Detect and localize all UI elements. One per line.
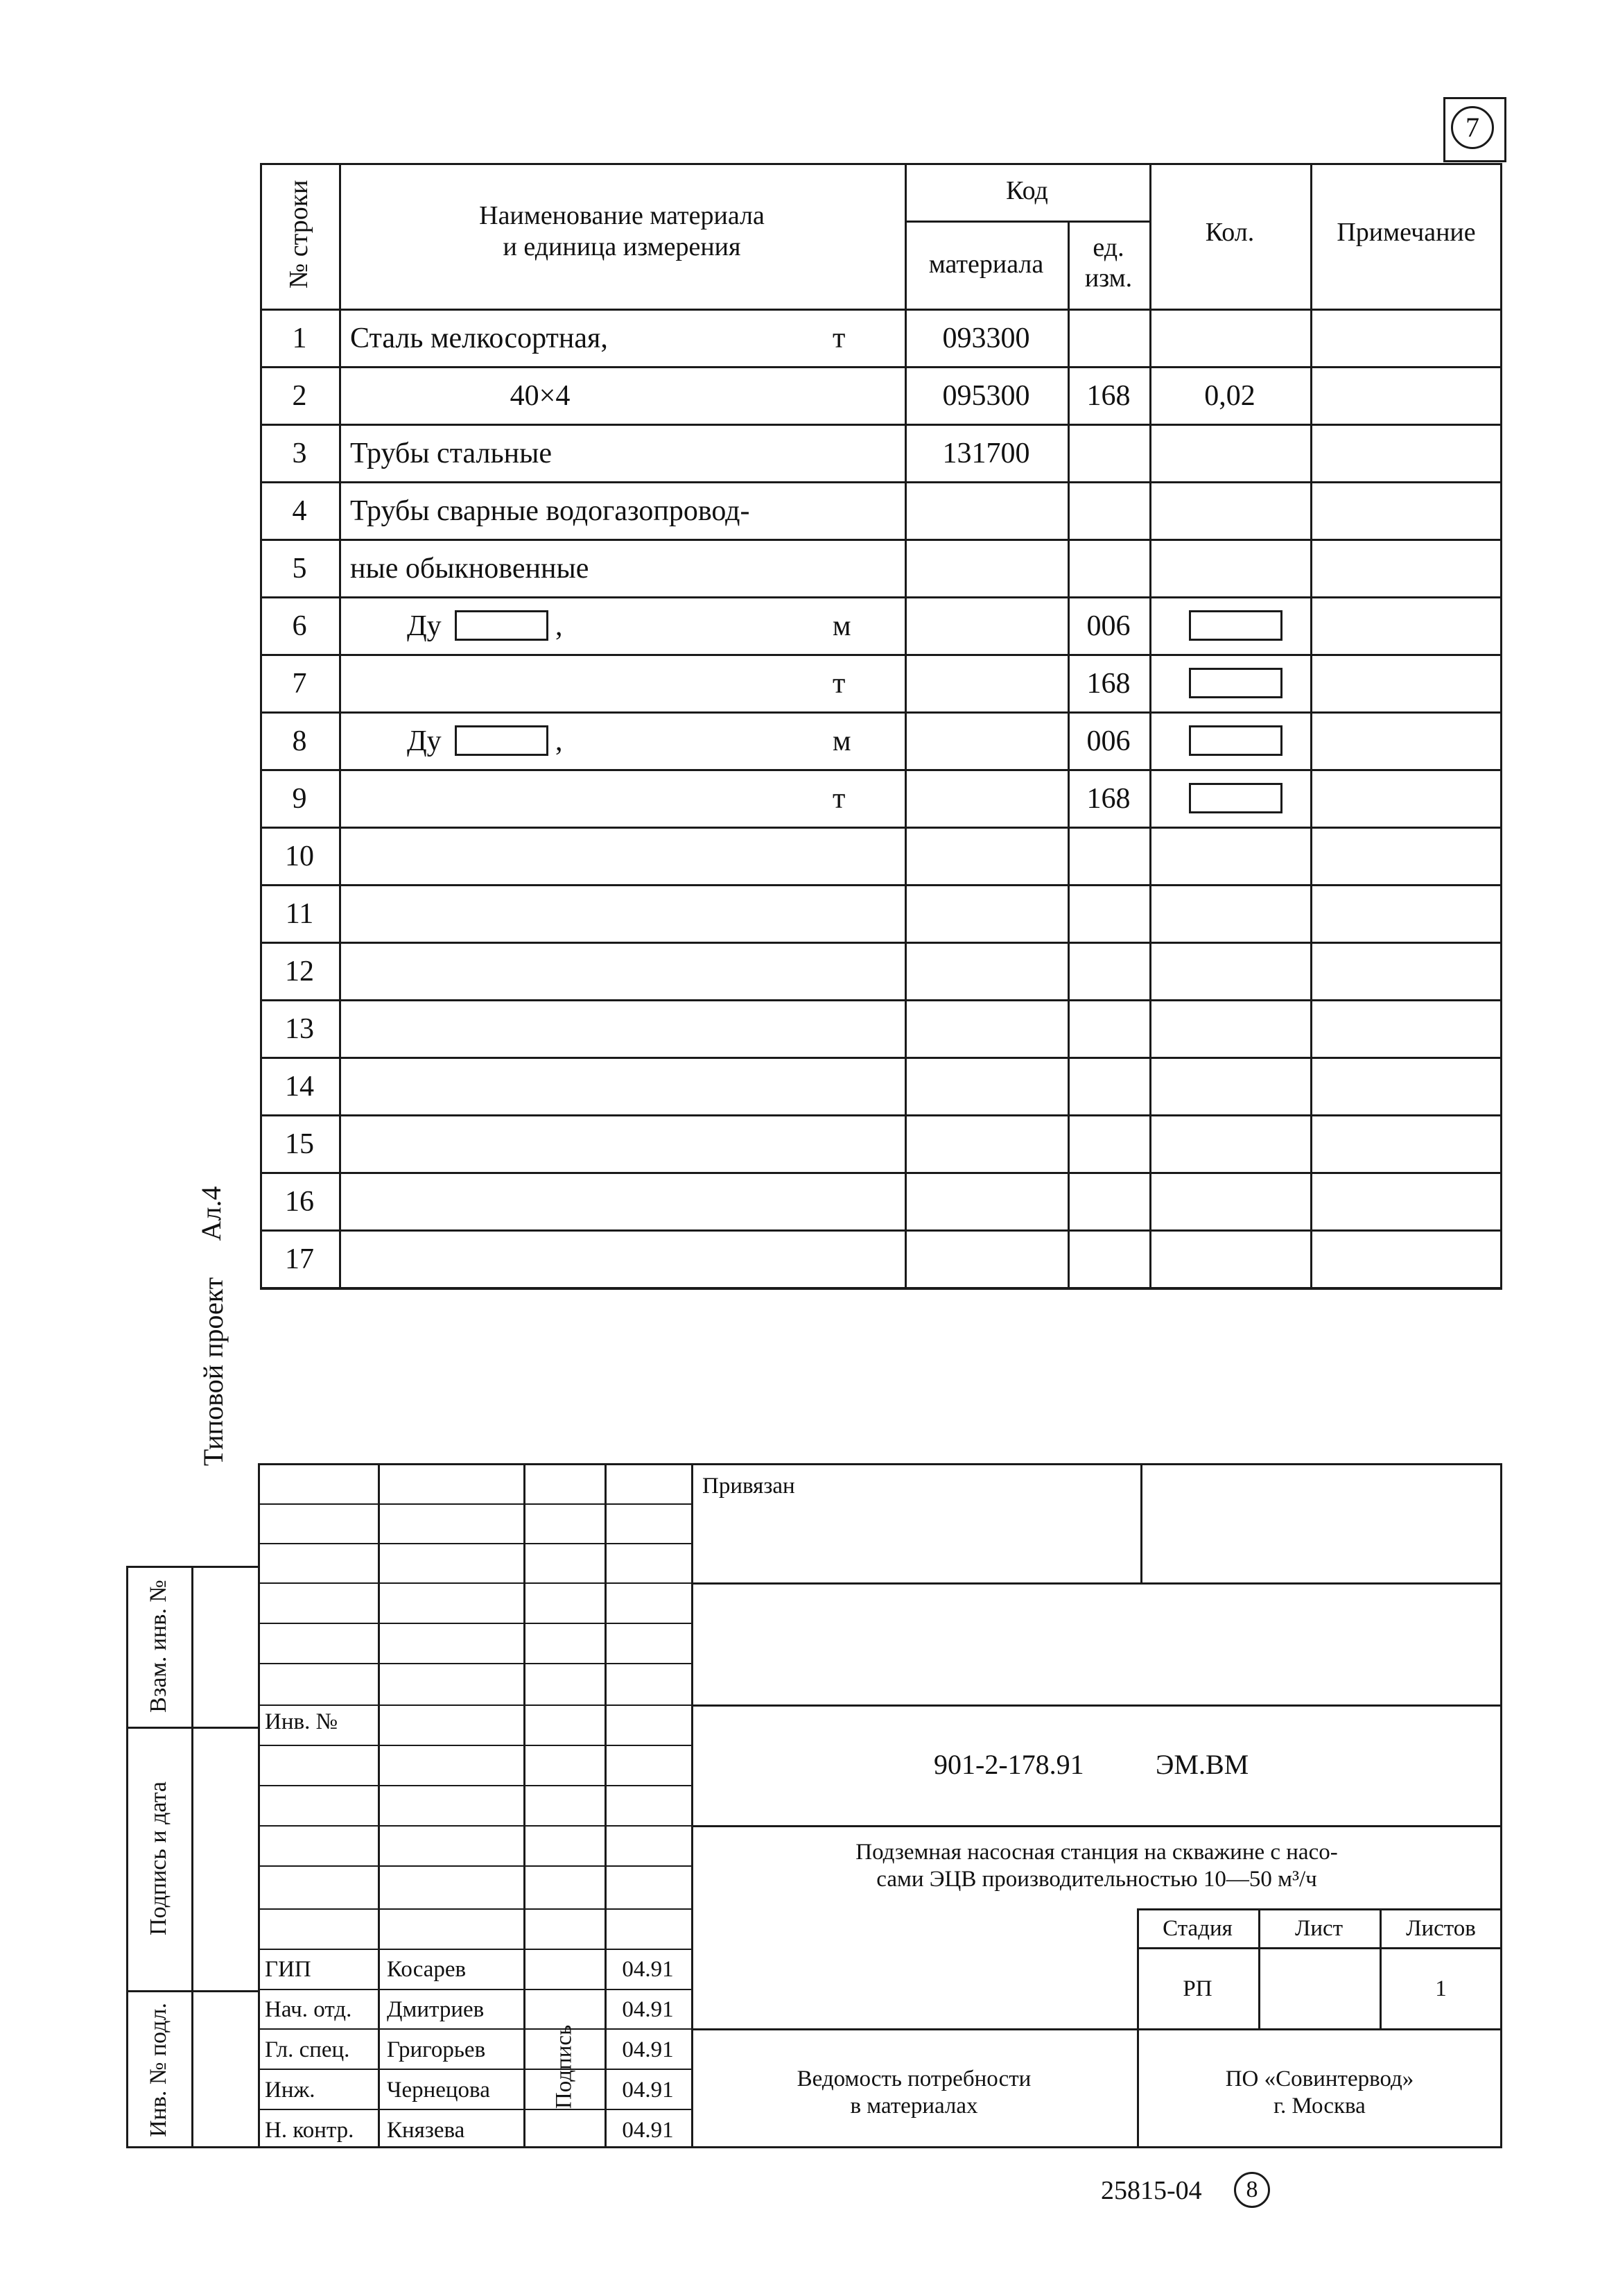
row-number: 9	[292, 783, 307, 815]
header-name-line2: и единица измерения	[503, 232, 741, 261]
side-album-label: Ал.4	[195, 1186, 227, 1241]
archive-number: 25815-04	[1101, 2176, 1202, 2205]
grid-line	[258, 1582, 691, 1584]
name-suffix: ,	[555, 610, 563, 642]
staff-name: Дмитриев	[387, 1997, 485, 2022]
row-number: 1	[292, 322, 307, 354]
grid-line	[258, 1704, 691, 1706]
org-line2: г. Москва	[1273, 2094, 1366, 2118]
tb-right-h3	[691, 1825, 1502, 1827]
quantity-input-box[interactable]	[1189, 783, 1282, 813]
material-name: Ду	[407, 610, 442, 642]
staff-role: Гл. спец.	[265, 2037, 350, 2062]
unit-symbol: т	[833, 668, 846, 700]
header-note: Примечание	[1337, 218, 1476, 247]
unit-code: 168	[1086, 380, 1131, 412]
table-row	[260, 424, 1502, 481]
row-number: 15	[285, 1128, 314, 1160]
grid-line	[258, 1785, 691, 1786]
table-row	[260, 596, 1502, 654]
table-row	[260, 1229, 1502, 1287]
grid-line	[258, 1543, 691, 1544]
staff-date: 04.91	[622, 2078, 674, 2103]
title-block-top	[258, 1463, 1502, 1465]
side-signature-date: Подпись и дата	[146, 1781, 171, 1935]
row-number: 12	[285, 956, 314, 987]
table-row	[260, 654, 1502, 711]
row-number: 6	[292, 610, 307, 642]
document-code: ЭМ.ВМ	[1156, 1749, 1249, 1780]
quantity-input-box[interactable]	[1189, 668, 1282, 698]
side-replaced-inv: Взам. инв. №	[146, 1580, 171, 1713]
unit-code: 168	[1086, 668, 1131, 700]
header-unit-line1: ед.	[1093, 233, 1124, 262]
grid-line	[605, 2109, 691, 2110]
left-stamp-h1	[126, 1727, 260, 1729]
stage-label: Стадия	[1163, 1916, 1233, 1941]
row-number: 13	[285, 1013, 314, 1045]
unit-symbol: т	[833, 783, 846, 815]
unit-code: 006	[1086, 610, 1131, 642]
material-name: Ду	[407, 725, 442, 757]
side-project-label: Типовой проект	[198, 1277, 229, 1467]
grid-line	[605, 2028, 691, 2030]
left-stamp-divider	[191, 1566, 193, 2148]
diameter-input-box[interactable]	[455, 725, 548, 756]
tb-col-2	[523, 1463, 525, 2148]
quantity: 0,02	[1204, 380, 1255, 412]
staff-role: Инж.	[265, 2078, 315, 2103]
stage-value: РП	[1183, 1976, 1212, 2001]
table-row	[260, 309, 1502, 366]
header-qty: Кол.	[1205, 218, 1255, 247]
staff-name: Григорьев	[387, 2037, 486, 2062]
row-number: 7	[292, 668, 307, 700]
material-name: Трубы стальные	[350, 438, 553, 469]
doc-title-line1: Ведомость потребности	[797, 2066, 1032, 2091]
left-stamp-h2	[126, 1990, 260, 1992]
row-number: 5	[292, 553, 307, 585]
row-number: 2	[292, 380, 307, 412]
footer-page-circle	[1234, 2172, 1270, 2208]
table-row	[260, 884, 1502, 942]
table-row	[260, 366, 1502, 424]
header-name-line1: Наименование материала	[479, 201, 765, 230]
grid-line	[258, 1908, 691, 1910]
tb-col-1	[378, 1463, 380, 2148]
grid-line	[258, 1989, 605, 1990]
table-row	[260, 942, 1502, 999]
table-row	[260, 827, 1502, 884]
table-row	[260, 711, 1502, 769]
quantity-input-box[interactable]	[1189, 725, 1282, 756]
tb-right-h2	[691, 1704, 1502, 1707]
staff-name: Косарев	[387, 1957, 467, 1982]
staff-date: 04.91	[622, 1957, 674, 1982]
table-row	[260, 769, 1502, 827]
staff-name: Князева	[387, 2118, 465, 2143]
table-row	[260, 481, 1502, 539]
table-row	[260, 1114, 1502, 1172]
staff-name: Чернецова	[387, 2078, 490, 2103]
name-suffix: ,	[555, 725, 563, 757]
grid-line	[605, 2069, 691, 2070]
unit-symbol: м	[833, 725, 851, 757]
table-row	[260, 1057, 1502, 1114]
material-name: 40×4	[510, 380, 571, 412]
page-number: 7	[1466, 112, 1479, 143]
material-code: 093300	[942, 322, 1030, 354]
quantity-input-box[interactable]	[1189, 610, 1282, 641]
tb-right-h1	[691, 1582, 1502, 1585]
tb-right-h5	[1137, 1947, 1502, 1949]
grid-line	[258, 1623, 691, 1624]
grid-line	[258, 1865, 691, 1867]
material-name: ные обыкновенные	[350, 553, 589, 585]
grid-line	[258, 1663, 691, 1664]
row-number: 10	[285, 840, 314, 872]
material-code: 095300	[942, 380, 1030, 412]
grid-line	[258, 1503, 691, 1505]
org-line1: ПО «Совинтервод»	[1225, 2066, 1414, 2091]
tb-col-4	[691, 1463, 693, 2148]
material-code: 131700	[942, 438, 1030, 469]
sheets-value: 1	[1435, 1976, 1447, 2001]
signature-label: Подпись	[551, 2024, 577, 2109]
staff-date: 04.91	[622, 2037, 674, 2062]
header-row-no: № строки	[284, 180, 313, 288]
unit-code: 168	[1086, 783, 1131, 815]
unit-symbol: м	[833, 610, 851, 642]
staff-role: ГИП	[265, 1957, 311, 1982]
unit-code: 006	[1086, 725, 1131, 757]
grid-line	[605, 1989, 691, 1990]
staff-role: Н. контр.	[265, 2118, 354, 2143]
page-number-circle	[1451, 106, 1494, 149]
inv-no-label: Инв. №	[265, 1709, 338, 1734]
project-title-line2: сами ЭЦВ производительностью 10—50 м³/ч	[876, 1867, 1317, 1892]
table-row	[260, 999, 1502, 1057]
header-material: материала	[928, 250, 1044, 279]
table-row	[260, 1172, 1502, 1229]
sheet-label: Лист	[1294, 1916, 1344, 1941]
footer-page-mark: 8	[1246, 2177, 1258, 2202]
material-name: Сталь мелкосортная,	[350, 322, 608, 354]
privyazan-divider	[1140, 1463, 1142, 1582]
material-name: Трубы сварные водогазопровод-	[350, 495, 750, 527]
privyazan-label: Привязан	[702, 1474, 795, 1499]
row-number: 11	[285, 898, 314, 930]
row-number: 14	[285, 1071, 314, 1103]
code-subheader-line	[905, 221, 1149, 223]
diameter-input-box[interactable]	[455, 610, 548, 641]
row-number: 17	[285, 1243, 314, 1275]
row-number: 4	[292, 495, 307, 527]
staff-date: 04.91	[622, 2118, 674, 2143]
grid-line	[258, 1745, 691, 1746]
designation: 901-2-178.91	[934, 1749, 1084, 1780]
header-code: Код	[1006, 176, 1048, 205]
sheets-label: Листов	[1406, 1916, 1476, 1941]
grid-line	[258, 1949, 691, 1950]
staff-role: Нач. отд.	[265, 1997, 352, 2022]
tb-right-h6	[691, 2028, 1502, 2030]
project-title-line1: Подземная насосная станция на скважине с насо-	[855, 1840, 1338, 1865]
row-line	[260, 1287, 1502, 1289]
row-number: 16	[285, 1186, 314, 1218]
table-row	[260, 539, 1502, 596]
header-unit-line2: изм.	[1084, 264, 1133, 293]
grid-line	[258, 1825, 691, 1827]
tb-right-h4	[1137, 1908, 1502, 1910]
unit-symbol: т	[833, 322, 846, 354]
staff-date: 04.91	[622, 1997, 674, 2022]
row-number: 3	[292, 438, 307, 469]
side-inv-orig: Инв. № подл.	[146, 2003, 171, 2137]
row-number: 8	[292, 725, 307, 757]
doc-title-line2: в материалах	[850, 2094, 978, 2118]
